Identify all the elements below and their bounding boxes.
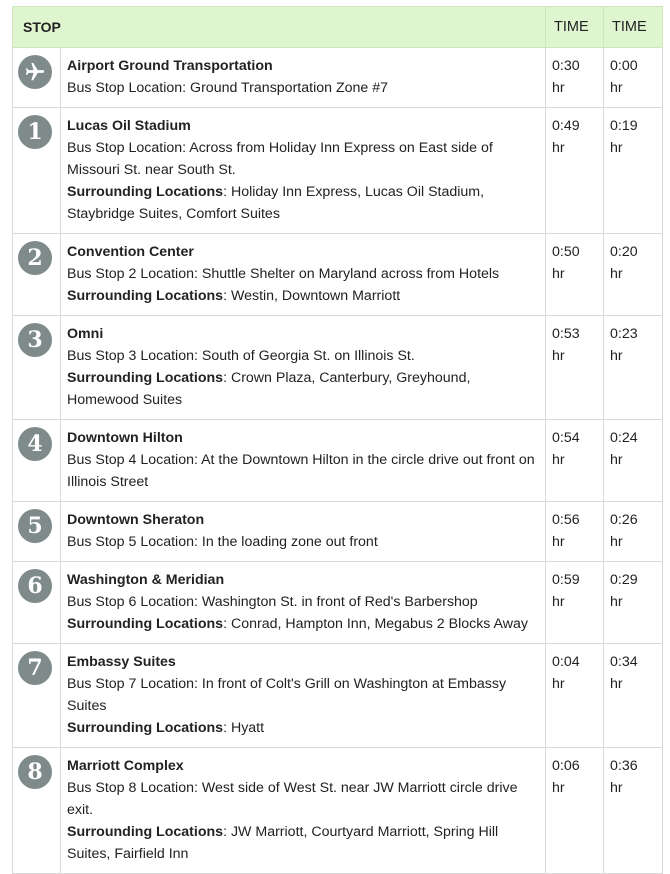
- time-column-header-1: TIME: [546, 7, 604, 48]
- stop-icon-cell: [13, 644, 61, 748]
- surrounding-label: Surrounding Locations: [67, 616, 224, 632]
- time-unit: hr: [610, 348, 623, 364]
- time-cell-1: [546, 748, 604, 874]
- number-5-icon: 5: [18, 509, 52, 543]
- stop-name: Downtown Sheraton: [67, 512, 205, 528]
- stop-name: Downtown Hilton: [67, 430, 183, 446]
- time-cell-1: [546, 316, 604, 420]
- time-unit: hr: [552, 594, 565, 610]
- stop-location: Bus Stop Location: Across from Holiday Inn Express on East side of Missouri St. near South St.: [67, 140, 493, 178]
- number-1-icon: 1: [18, 115, 52, 149]
- time-cell-1: [546, 108, 604, 234]
- time-cell-2: [604, 562, 663, 644]
- surrounding-label: Surrounding Locations: [67, 824, 224, 840]
- time-cell-2: [604, 316, 663, 420]
- table-row: [13, 502, 663, 562]
- time-cell-2: [604, 234, 663, 316]
- stop-name: Marriott Complex: [67, 758, 184, 774]
- time-value: 0:04: [552, 654, 580, 670]
- time-cell-1: [546, 562, 604, 644]
- stop-schedule-table: [12, 6, 663, 874]
- stop-icon-cell: [13, 316, 61, 420]
- stop-details-cell: [61, 234, 546, 316]
- time-unit: hr: [552, 140, 565, 156]
- stop-location: Bus Stop 6 Location: Washington St. in front of Red's Barbershop: [67, 594, 478, 610]
- time-cell-2: [604, 748, 663, 874]
- table-row: [13, 316, 663, 420]
- stop-icon-cell: [13, 234, 61, 316]
- stop-location: Bus Stop 4 Location: At the Downtown Hilton in the circle drive out front on Illinois Street: [67, 452, 535, 490]
- time-unit: hr: [552, 266, 565, 282]
- number-8-icon: 8: [18, 755, 52, 789]
- stop-location: Bus Stop 5 Location: In the loading zone out front: [67, 534, 378, 550]
- surrounding-locations: [67, 613, 539, 635]
- surrounding-list: : JW Marriott, Courtyard Marriott, Spring Hill Suites, Fairfield Inn: [67, 824, 499, 862]
- table-row: [13, 562, 663, 644]
- table-row: [13, 108, 663, 234]
- time-column-header-2: TIME: [604, 7, 663, 48]
- table-header-row: [13, 7, 663, 48]
- time-unit: hr: [610, 452, 623, 468]
- airplane-icon: [18, 55, 52, 89]
- time-value: 0:24: [610, 430, 638, 446]
- time-cell-1: [546, 420, 604, 502]
- stop-name: Embassy Suites: [67, 654, 176, 670]
- stop-location: Bus Stop 2 Location: Shuttle Shelter on Maryland across from Hotels: [67, 266, 500, 282]
- time-value: 0:56: [552, 512, 580, 528]
- time-value: 0:30: [552, 58, 580, 74]
- surrounding-locations: [67, 717, 539, 739]
- surrounding-list: : Holiday Inn Express, Lucas Oil Stadium, Staybridge Suites, Comfort Suites: [67, 184, 485, 222]
- time-cell-2: [604, 644, 663, 748]
- time-value: 0:50: [552, 244, 580, 260]
- time-value: 0:20: [610, 244, 638, 260]
- time-unit: hr: [610, 266, 623, 282]
- stop-details-cell: [61, 748, 546, 874]
- stop-details-cell: [61, 420, 546, 502]
- stop-name: Lucas Oil Stadium: [67, 118, 191, 134]
- time-cell-2: [604, 502, 663, 562]
- time-value: 0:29: [610, 572, 638, 588]
- stop-details-cell: [61, 644, 546, 748]
- time-cell-1: [546, 502, 604, 562]
- time-cell-1: [546, 644, 604, 748]
- stop-icon-cell: [13, 420, 61, 502]
- time-cell-1: [546, 234, 604, 316]
- stop-name: Convention Center: [67, 244, 194, 260]
- surrounding-locations: [67, 181, 539, 225]
- stop-name: Washington & Meridian: [67, 572, 225, 588]
- stop-details-cell: [61, 502, 546, 562]
- time-cell-1: [546, 48, 604, 108]
- time-unit: hr: [610, 594, 623, 610]
- number-6-icon: 6: [18, 569, 52, 603]
- time-unit: hr: [552, 80, 565, 96]
- table-row: [13, 420, 663, 502]
- table-row: [13, 234, 663, 316]
- time-unit: hr: [552, 780, 565, 796]
- stop-column-header: STOP: [13, 7, 546, 48]
- stop-details-cell: [61, 108, 546, 234]
- time-cell-2: [604, 108, 663, 234]
- table-row: [13, 48, 663, 108]
- time-unit: hr: [552, 534, 565, 550]
- time-value: 0:06: [552, 758, 580, 774]
- stop-icon-cell: [13, 108, 61, 234]
- stop-name: Omni: [67, 326, 104, 342]
- time-value: 0:23: [610, 326, 638, 342]
- number-4-icon: 4: [18, 427, 52, 461]
- surrounding-locations: [67, 367, 539, 411]
- surrounding-list: : Hyatt: [223, 720, 265, 736]
- time-value: 0:19: [610, 118, 638, 134]
- time-value: 0:49: [552, 118, 580, 134]
- surrounding-label: Surrounding Locations: [67, 720, 224, 736]
- stop-location: Bus Stop 8 Location: West side of West St. near JW Marriott circle drive exit.: [67, 780, 518, 818]
- stop-icon-cell: [13, 562, 61, 644]
- time-value: 0:26: [610, 512, 638, 528]
- surrounding-label: Surrounding Locations: [67, 184, 224, 200]
- time-value: 0:59: [552, 572, 580, 588]
- table-row: [13, 748, 663, 874]
- surrounding-list: : Crown Plaza, Canterbury, Greyhound, Homewood Suites: [67, 370, 471, 408]
- time-unit: hr: [552, 676, 565, 692]
- number-2-icon: 2: [18, 241, 52, 275]
- stop-icon-cell: [13, 748, 61, 874]
- time-cell-2: [604, 48, 663, 108]
- number-7-icon: 7: [18, 651, 52, 685]
- surrounding-label: Surrounding Locations: [67, 370, 224, 386]
- stop-details-cell: [61, 562, 546, 644]
- time-value: 0:53: [552, 326, 580, 342]
- stop-location: Bus Stop Location: Ground Transportation Zone #7: [67, 80, 388, 96]
- time-unit: hr: [610, 140, 623, 156]
- stop-location: Bus Stop 7 Location: In front of Colt's Grill on Washington at Embassy Suites: [67, 676, 507, 714]
- time-unit: hr: [610, 780, 623, 796]
- time-unit: hr: [610, 80, 623, 96]
- surrounding-label: Surrounding Locations: [67, 288, 224, 304]
- surrounding-list: : Conrad, Hampton Inn, Megabus 2 Blocks Away: [223, 616, 528, 632]
- surrounding-locations: [67, 821, 539, 865]
- time-value: 0:00: [610, 58, 638, 74]
- time-value: 0:34: [610, 654, 638, 670]
- time-unit: hr: [552, 452, 565, 468]
- surrounding-locations: [67, 285, 539, 307]
- stop-icon-cell: [13, 502, 61, 562]
- stop-icon-cell: [13, 48, 61, 108]
- time-unit: hr: [610, 676, 623, 692]
- stop-details-cell: [61, 316, 546, 420]
- time-value: 0:54: [552, 430, 580, 446]
- table-row: [13, 644, 663, 748]
- time-unit: hr: [552, 348, 565, 364]
- surrounding-list: : Westin, Downtown Marriott: [223, 288, 401, 304]
- time-cell-2: [604, 420, 663, 502]
- number-3-icon: 3: [18, 323, 52, 357]
- time-unit: hr: [610, 534, 623, 550]
- stop-details-cell: [61, 48, 546, 108]
- stop-location: Bus Stop 3 Location: South of Georgia St. on Illinois St.: [67, 348, 415, 364]
- stop-name: Airport Ground Transportation: [67, 58, 273, 74]
- time-value: 0:36: [610, 758, 638, 774]
